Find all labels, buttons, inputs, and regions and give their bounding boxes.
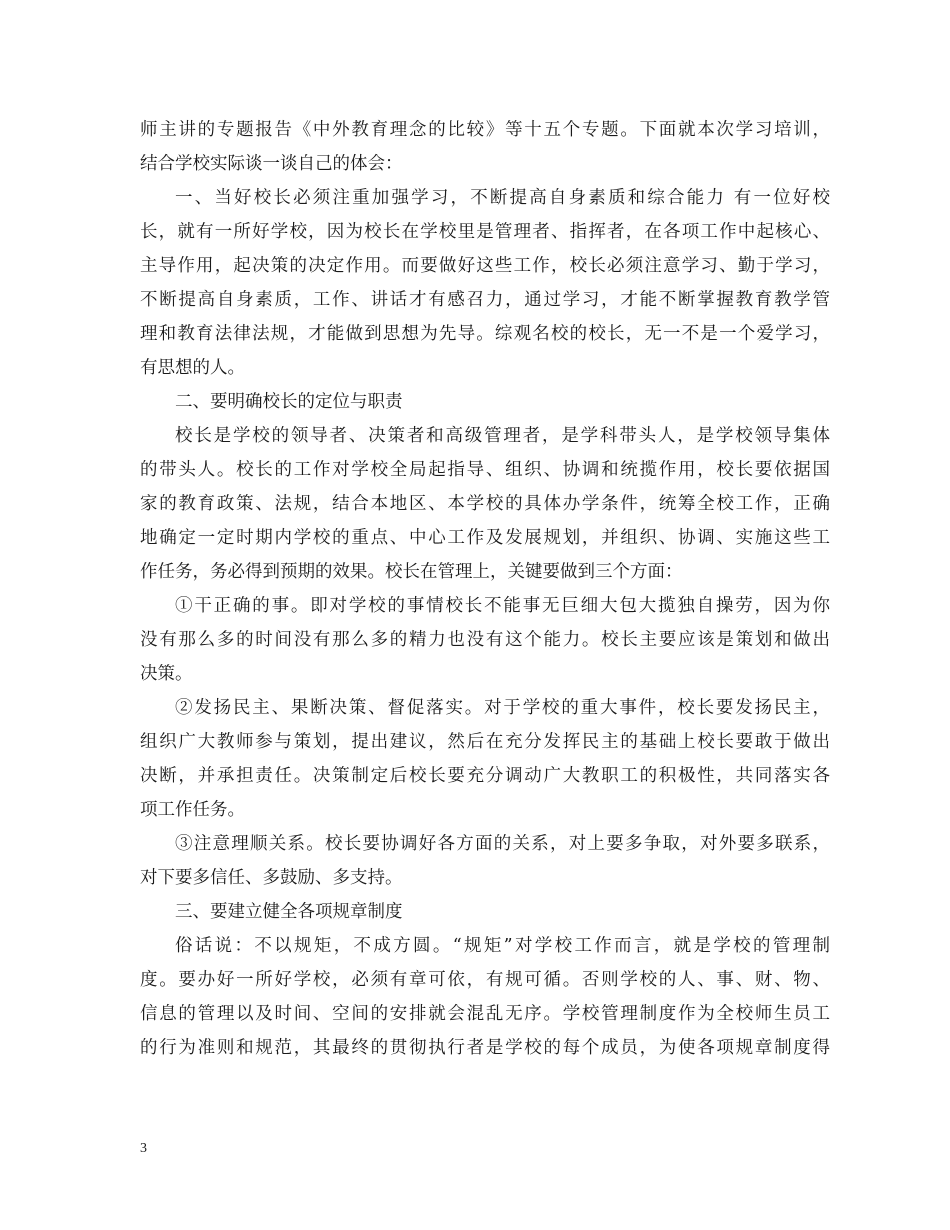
text-line: ②发扬民主、果断决策、督促落实。对于学校的重大事件，校长要发扬民主， xyxy=(175,698,830,718)
text-line: 师主讲的专题报告《中外教育理念的比较》等十五个专题。下面就本次学习培训， xyxy=(140,120,830,140)
text-line: 有思想的人。 xyxy=(140,358,245,378)
text-line: 不断提高自身素质，工作、讲话才有感召力，通过学习，才能不断掌握教育教学管 xyxy=(140,290,830,310)
text-line: ③注意理顺关系。校长要协调好各方面的关系，对上要多争取，对外要多联系， xyxy=(175,834,830,854)
text-line: 没有那么多的时间没有那么多的精力也没有这个能力。校长主要应该是策划和做出 xyxy=(140,630,830,650)
text-line: 主导作用，起决策的决定作用。而要做好这些工作，校长必须注意学习、勤于学习， xyxy=(140,256,830,276)
text-line: 校长是学校的领导者、决策者和高级管理者，是学科带头人，是学校领导集体 xyxy=(175,426,830,446)
text-line: 一、当好校长必须注重加强学习，不断提高自身素质和综合能力 有一位好校 xyxy=(175,188,830,208)
text-line: 俗话说：不以规矩，不成方圆。“规矩”对学校工作而言，就是学校的管理制 xyxy=(175,936,830,956)
text-line: 决断，并承担责任。决策制定后校长要充分调动广大教职工的积极性，共同落实各 xyxy=(140,766,830,786)
text-line: 对下要多信任、多鼓励、多支持。 xyxy=(140,868,403,888)
document-body-text xyxy=(140,113,830,1065)
text-line: 的带头人。校长的工作对学校全局起指导、组织、协调和统揽作用，校长要依据国 xyxy=(140,460,830,480)
text-line: 决策。 xyxy=(140,664,193,684)
text-line: 项工作任务。 xyxy=(140,800,245,820)
text-line: 二、要明确校长的定位与职责 xyxy=(175,392,403,412)
text-line: 长，就有一所好学校，因为校长在学校里是管理者、指挥者，在各项工作中起核心、 xyxy=(140,222,830,242)
text-line: 组织广大教师参与策划，提出建议，然后在充分发挥民主的基础上校长要敢于做出 xyxy=(140,732,830,752)
text-line: 信息的管理以及时间、空间的安排就会混乱无序。学校管理制度作为全校师生员工 xyxy=(140,1004,830,1024)
page-number: 3 xyxy=(140,1141,147,1156)
text-line: 结合学校实际谈一谈自己的体会： xyxy=(140,154,403,174)
text-line: 家的教育政策、法规，结合本地区、本学校的具体办学条件，统筹全校工作，正确 xyxy=(140,494,830,514)
text-line: ①干正确的事。即对学校的事情校长不能事无巨细大包大揽独自操劳，因为你 xyxy=(175,596,830,616)
text-line: 地确定一定时期内学校的重点、中心工作及发展规划，并组织、协调、实施这些工 xyxy=(140,528,830,548)
text-line: 理和教育法律法规，才能做到思想为先导。综观名校的校长，无一不是一个爱学习， xyxy=(140,324,830,344)
text-line: 的行为准则和规范，其最终的贯彻执行者是学校的每个成员，为使各项规章制度得 xyxy=(140,1038,830,1058)
text-line: 度。要办好一所好学校，必须有章可依，有规可循。否则学校的人、事、财、物、 xyxy=(140,970,830,990)
text-line: 作任务，务必得到预期的效果。校长在管理上，关键要做到三个方面： xyxy=(140,562,683,582)
text-line: 三、要建立健全各项规章制度 xyxy=(175,902,403,922)
